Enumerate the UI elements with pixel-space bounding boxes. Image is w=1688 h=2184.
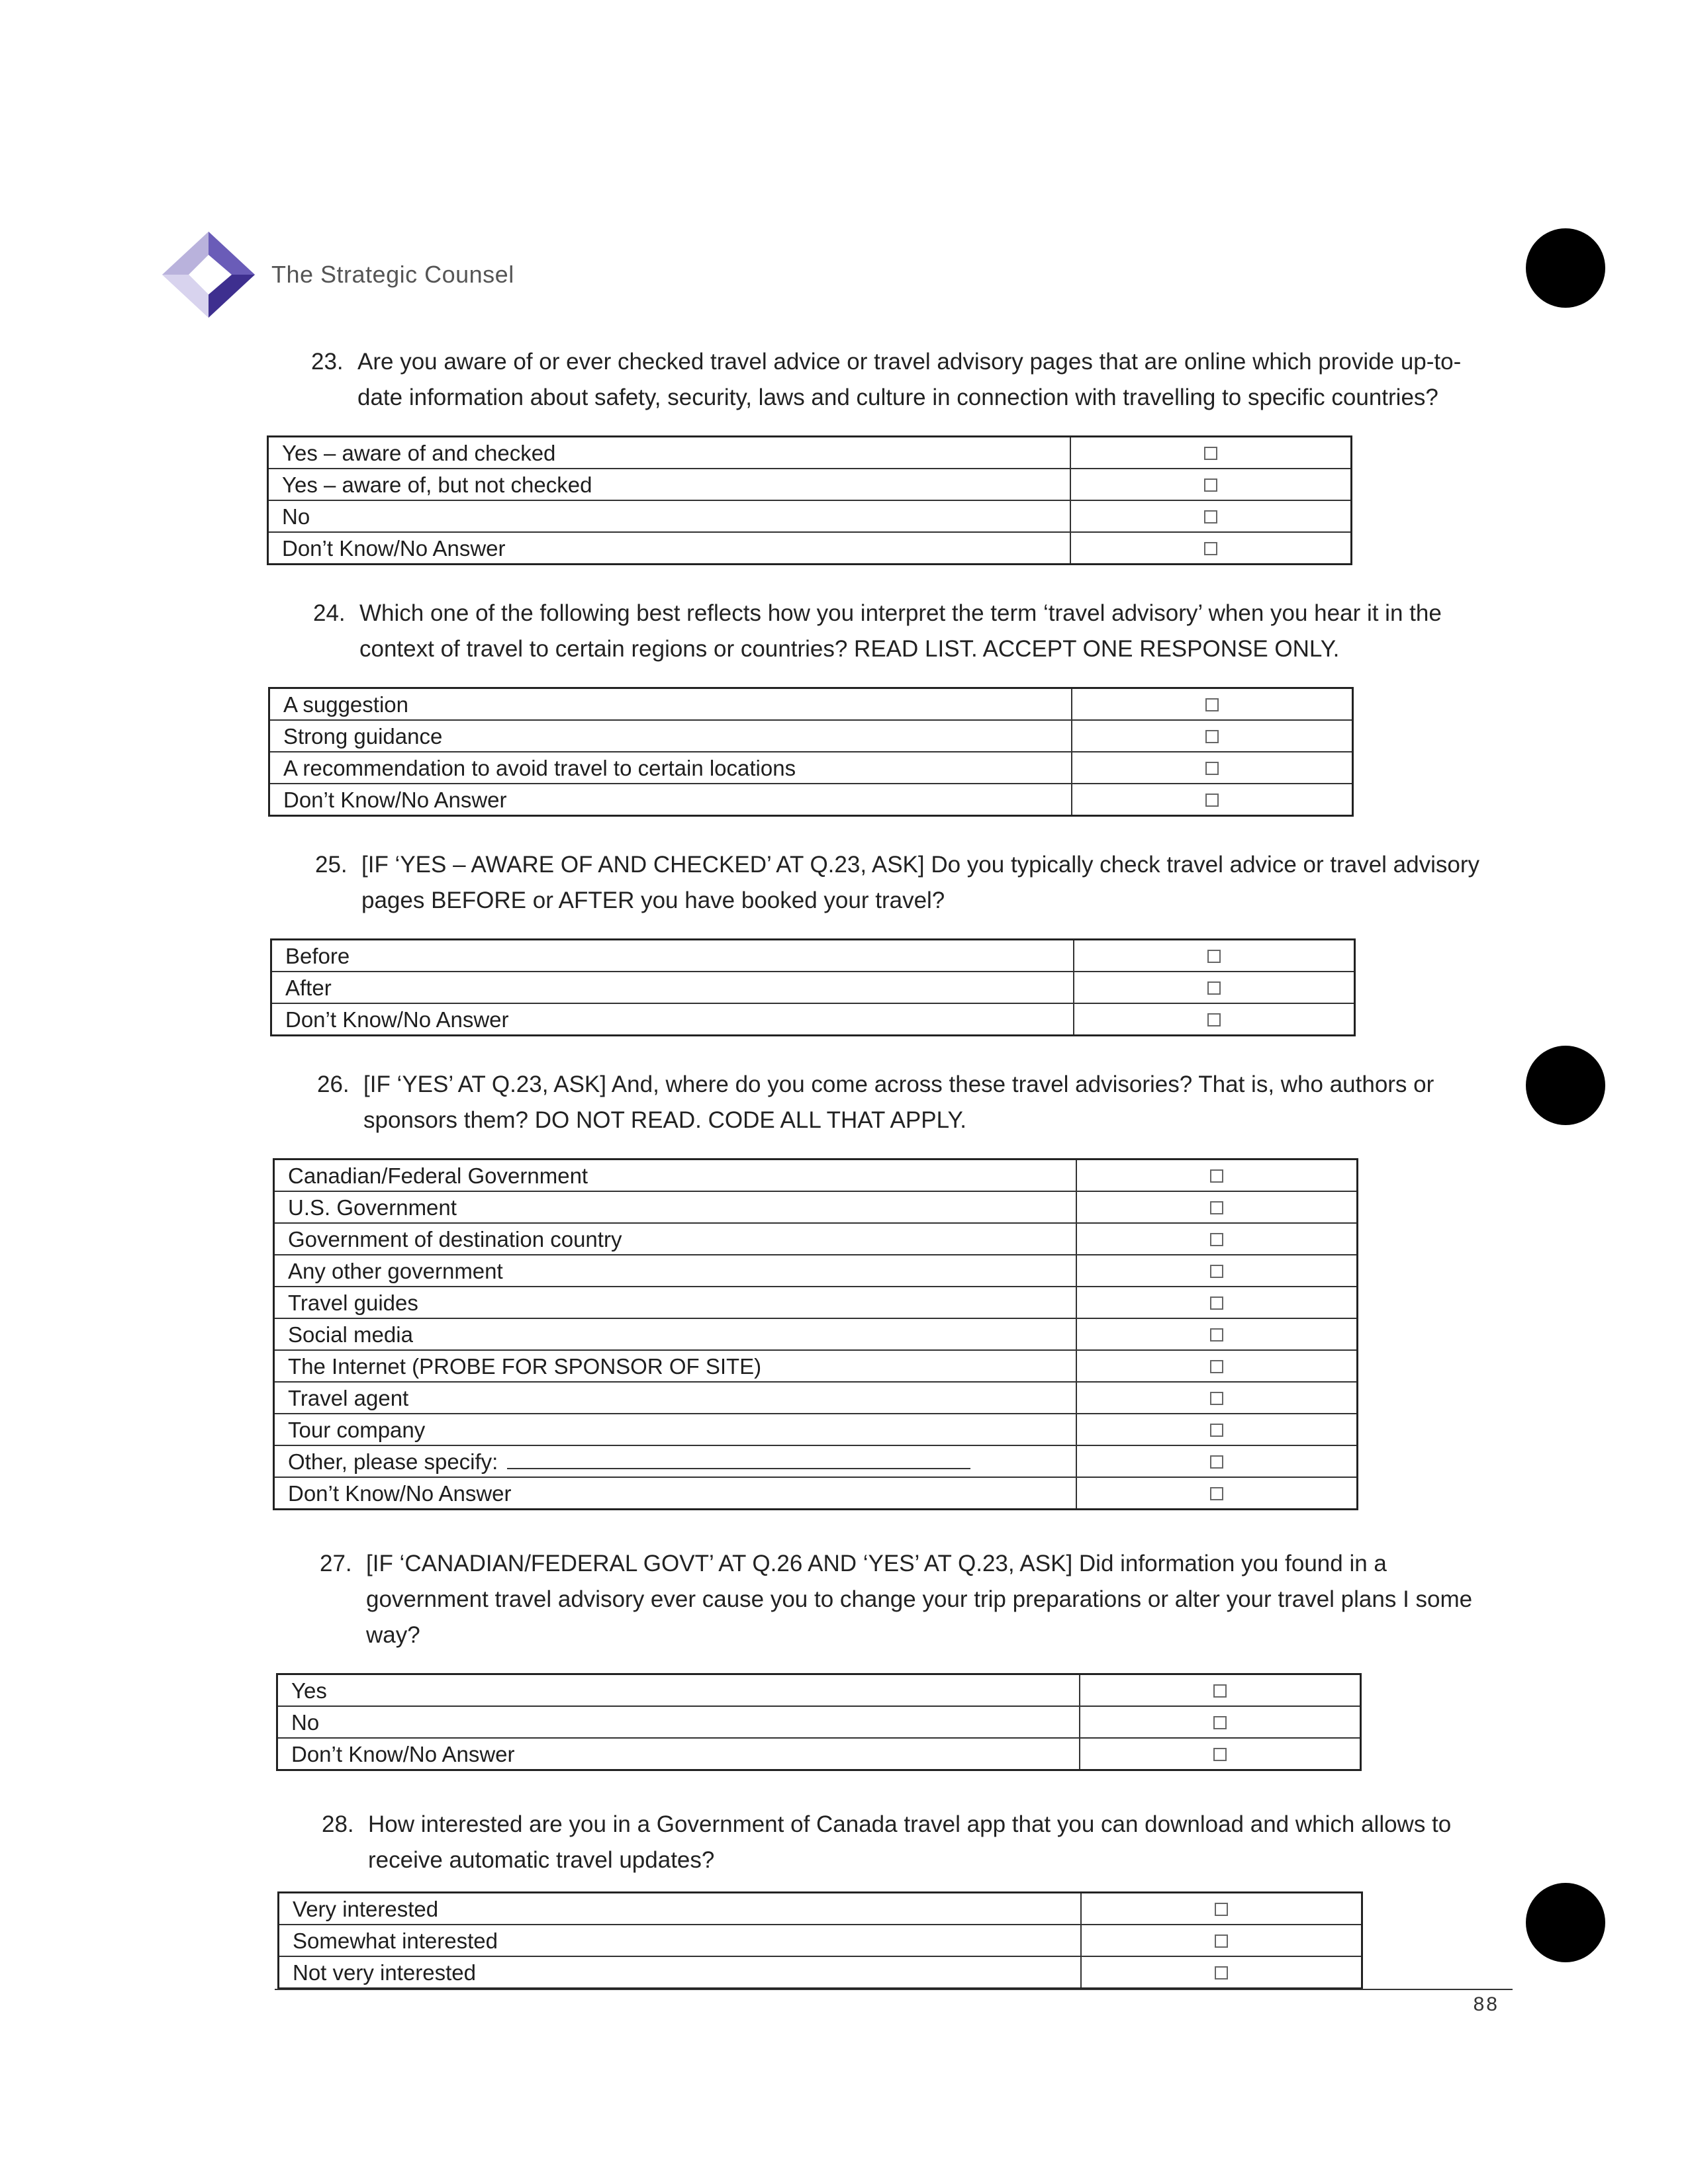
option-label: Not very interested xyxy=(279,1956,1082,1989)
question-number: 24. xyxy=(313,600,346,626)
option-row xyxy=(274,1255,1358,1287)
option-row xyxy=(274,1350,1358,1382)
option-label: Yes – aware of, but not checked xyxy=(268,469,1071,500)
checkbox[interactable] xyxy=(1207,950,1221,963)
option-label: No xyxy=(277,1706,1080,1738)
option-row xyxy=(268,469,1352,500)
checkbox[interactable] xyxy=(1207,981,1221,995)
option-label: Somewhat interested xyxy=(279,1925,1082,1956)
question-text: Which one of the following best reflects how you interpret the term ‘travel advisory’ when you hear it in the context of travel to certain regions or countries? READ LIST. ACCEPT ONE RESPONSE ONLY. xyxy=(359,600,1442,662)
checkbox[interactable] xyxy=(1210,1392,1223,1405)
option-row xyxy=(268,532,1352,565)
options-table-q24 xyxy=(268,687,1354,817)
question-text: [IF ‘CANADIAN/FEDERAL GOVT’ AT Q.26 AND ‘YES’ AT Q.23, ASK] Did information you found in a government travel advisory ever cause you to change your trip preparations or alter your travel plans I some way? xyxy=(366,1551,1473,1648)
checkbox[interactable] xyxy=(1210,1424,1223,1437)
option-label: Yes – aware of and checked xyxy=(268,437,1071,469)
question-text: Are you aware of or ever checked travel advice or travel advisory pages that are online which provide up-to-date information about safety, security, laws and culture in connection with travelling to specific countries? xyxy=(357,349,1462,410)
option-row xyxy=(268,437,1352,469)
option-label: Don’t Know/No Answer xyxy=(268,532,1071,565)
question-text: How interested are you in a Government of Canada travel app that you can download and which allows to receive automatic travel updates? xyxy=(368,1811,1452,1873)
option-label: Before xyxy=(271,940,1074,972)
question-number: 27. xyxy=(320,1551,352,1576)
checkbox[interactable] xyxy=(1204,542,1217,555)
checkbox[interactable] xyxy=(1215,1934,1228,1948)
option-row xyxy=(279,1956,1362,1989)
option-label: Very interested xyxy=(279,1893,1082,1925)
option-label: A recommendation to avoid travel to certain locations xyxy=(269,752,1072,784)
checkbox[interactable] xyxy=(1210,1328,1223,1342)
checkbox[interactable] xyxy=(1205,730,1219,743)
page-number: 88 xyxy=(1473,1993,1499,2015)
binder-hole-bottom xyxy=(1526,1883,1605,1962)
checkbox[interactable] xyxy=(1215,1903,1228,1916)
option-row xyxy=(274,1318,1358,1350)
option-row xyxy=(274,1287,1358,1318)
checkbox[interactable] xyxy=(1210,1169,1223,1183)
question-number: 23. xyxy=(311,349,344,375)
checkbox[interactable] xyxy=(1210,1265,1223,1278)
option-row xyxy=(269,720,1353,752)
option-row xyxy=(269,752,1353,784)
option-row xyxy=(274,1191,1358,1223)
option-label: Don’t Know/No Answer xyxy=(271,1003,1074,1036)
footer-rule xyxy=(275,1989,1513,1990)
options-table-q23 xyxy=(267,435,1352,565)
option-row xyxy=(274,1382,1358,1414)
checkbox[interactable] xyxy=(1210,1297,1223,1310)
option-label: A suggestion xyxy=(269,688,1072,721)
option-label: Any other government xyxy=(274,1255,1077,1287)
checkbox[interactable] xyxy=(1210,1233,1223,1246)
options-table-q28 xyxy=(277,1891,1363,1989)
checkbox[interactable] xyxy=(1210,1455,1223,1469)
option-row xyxy=(268,500,1352,532)
page-header xyxy=(159,228,514,321)
option-label: Yes xyxy=(277,1674,1080,1707)
checkbox[interactable] xyxy=(1205,794,1219,807)
checkbox[interactable] xyxy=(1210,1487,1223,1500)
option-label: After xyxy=(271,972,1074,1003)
option-row xyxy=(277,1706,1361,1738)
checkbox[interactable] xyxy=(1213,1716,1227,1729)
option-label: Travel agent xyxy=(274,1382,1077,1414)
option-label: Don’t Know/No Answer xyxy=(274,1477,1077,1510)
binder-hole-top xyxy=(1526,228,1605,308)
option-label: Other, please specify: xyxy=(288,1449,498,1474)
checkbox[interactable] xyxy=(1205,762,1219,775)
question-28 xyxy=(322,1807,1513,1878)
binder-hole-middle xyxy=(1526,1046,1605,1125)
strategic-counsel-logo xyxy=(159,228,258,321)
question-26 xyxy=(317,1067,1509,1138)
option-row xyxy=(269,784,1353,816)
option-label: Strong guidance xyxy=(269,720,1072,752)
option-label: Government of destination country xyxy=(274,1223,1077,1255)
question-number: 25. xyxy=(315,852,348,878)
option-label: Social media xyxy=(274,1318,1077,1350)
checkbox[interactable] xyxy=(1213,1748,1227,1761)
options-table-q27 xyxy=(276,1673,1362,1771)
specify-input[interactable] xyxy=(507,1449,970,1469)
checkbox[interactable] xyxy=(1213,1684,1227,1698)
question-text: [IF ‘YES – AWARE OF AND CHECKED’ AT Q.23, ASK] Do you typically check travel advice or travel advisory pages BEFORE or AFTER you have booked your travel? xyxy=(361,852,1480,913)
checkbox[interactable] xyxy=(1204,510,1217,523)
options-table-q26 xyxy=(273,1158,1358,1510)
question-27 xyxy=(320,1546,1511,1653)
option-row xyxy=(279,1893,1362,1925)
option-row xyxy=(277,1674,1361,1707)
checkbox[interactable] xyxy=(1204,478,1217,492)
option-row xyxy=(274,1414,1358,1445)
checkbox[interactable] xyxy=(1207,1013,1221,1026)
question-text: [IF ‘YES’ AT Q.23, ASK] And, where do you come across these travel advisories? That is, who authors or sponsors them? DO NOT READ. CODE ALL THAT APPLY. xyxy=(363,1071,1434,1133)
option-row xyxy=(274,1445,1358,1477)
brand-name: The Strategic Counsel xyxy=(271,261,514,288)
option-row xyxy=(279,1925,1362,1956)
option-label: Don’t Know/No Answer xyxy=(269,784,1072,816)
option-label: Don’t Know/No Answer xyxy=(277,1738,1080,1770)
option-row xyxy=(274,1160,1358,1192)
checkbox[interactable] xyxy=(1205,698,1219,711)
option-label: No xyxy=(268,500,1071,532)
option-label: Canadian/Federal Government xyxy=(274,1160,1077,1192)
option-label: Travel guides xyxy=(274,1287,1077,1318)
option-row xyxy=(271,940,1355,972)
option-row xyxy=(274,1223,1358,1255)
question-number: 28. xyxy=(322,1811,354,1837)
option-row xyxy=(277,1738,1361,1770)
checkbox[interactable] xyxy=(1215,1966,1228,1979)
option-row xyxy=(274,1477,1358,1510)
option-row xyxy=(269,688,1353,721)
option-row xyxy=(271,1003,1355,1036)
options-table-q25 xyxy=(270,938,1356,1036)
question-23 xyxy=(311,344,1503,416)
checkbox[interactable] xyxy=(1210,1360,1223,1373)
question-24 xyxy=(313,596,1505,667)
checkbox[interactable] xyxy=(1204,447,1217,460)
checkbox[interactable] xyxy=(1210,1201,1223,1214)
option-row xyxy=(271,972,1355,1003)
option-label: U.S. Government xyxy=(274,1191,1077,1223)
question-25 xyxy=(315,847,1507,919)
question-number: 26. xyxy=(317,1071,350,1097)
option-label: The Internet (PROBE FOR SPONSOR OF SITE) xyxy=(274,1350,1077,1382)
option-label: Tour company xyxy=(274,1414,1077,1445)
